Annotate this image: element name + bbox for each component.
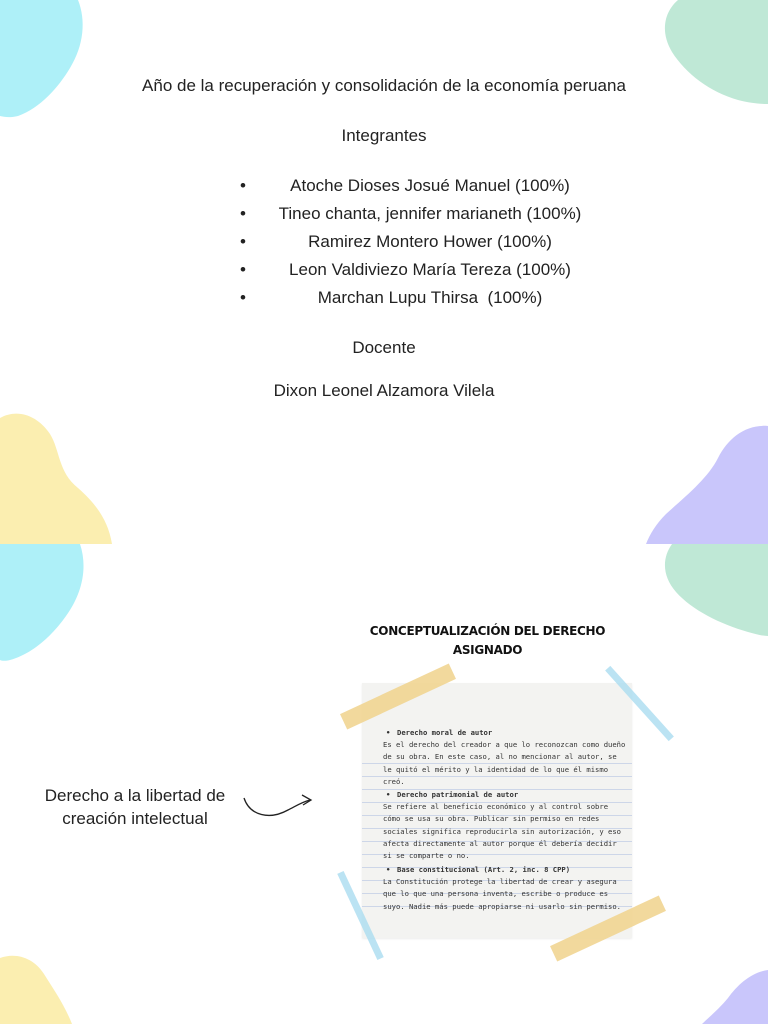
- cyan-blob-decoration: [0, 544, 90, 664]
- cyan-blob-decoration: [0, 0, 90, 120]
- member-name: Atoche Dioses Josué Manuel (100%): [290, 176, 570, 195]
- note-section: [383, 727, 628, 788]
- yellow-blob-decoration: [0, 408, 115, 544]
- list-item: [240, 175, 600, 203]
- section-text: Es el derecho del creador a que lo reconozcan como dueño de su obra. En este caso, al no mencionar al autor, se le quitó el mérito y la identidad de lo que él mismo creó.: [383, 740, 626, 786]
- member-name: Ramirez Montero Hower (100%): [308, 232, 552, 251]
- concept-title-line: ASIGNADO: [452, 643, 523, 657]
- left-label: [35, 784, 235, 830]
- list-item: [240, 203, 600, 231]
- member-name: Tineo chanta, jennifer marianeth (100%): [278, 204, 582, 223]
- lavender-blob-decoration: [698, 970, 768, 1024]
- members-heading: Integrantes: [341, 126, 427, 145]
- bullet-icon: •: [240, 260, 246, 279]
- bullet-icon: •: [240, 232, 246, 251]
- left-label-line: creación intelectual: [62, 809, 208, 828]
- section-heading: • Derecho patrimonial de autor: [383, 789, 628, 801]
- member-name: Leon Valdiviezo María Tereza (100%): [289, 260, 571, 279]
- bullet-icon: •: [240, 176, 246, 195]
- section-heading: • Base constitucional (Art. 2, inc. 8 CPP): [383, 864, 628, 876]
- mint-blob-decoration: [658, 544, 768, 640]
- note-card: [362, 683, 632, 938]
- year-title: Año de la recuperación y consolidación de la economía peruana: [142, 76, 626, 95]
- members-list: [240, 175, 600, 315]
- note-section: [383, 864, 628, 913]
- section-text: La Constitución protege la libertad de crear y asegura que lo que una persona inventa, escribe o produce es suyo. Nadie más puede apropiarse ni usarlo sin permiso.: [383, 877, 621, 911]
- teacher-heading: Docente: [352, 338, 416, 357]
- list-item: [240, 287, 600, 315]
- teacher-name: Dixon Leonel Alzamora Vilela: [273, 381, 495, 400]
- bullet-icon: •: [240, 288, 246, 307]
- note-section: [383, 789, 628, 862]
- section-text: Se refiere al beneficio económico y al control sobre cómo se usa su obra. Publicar sin permiso en redes sociales significa reproducirla sin autorización, y eso afecta directamente al autor porque él debería decidir si se comparte o no.: [383, 802, 621, 861]
- list-item: [240, 259, 600, 287]
- curved-arrow-icon: [240, 788, 315, 822]
- section-heading: • Derecho moral de autor: [383, 727, 628, 739]
- list-item: [240, 231, 600, 259]
- yellow-blob-decoration: [0, 952, 80, 1024]
- lavender-blob-decoration: [646, 424, 768, 544]
- member-name: Marchan Lupu Thirsa (100%): [317, 288, 543, 307]
- left-label-line: Derecho a la libertad de: [44, 786, 226, 805]
- concept-title-line: CONCEPTUALIZACIÓN DEL DERECHO: [369, 624, 606, 638]
- concept-title: [360, 622, 615, 660]
- bullet-icon: •: [240, 204, 246, 223]
